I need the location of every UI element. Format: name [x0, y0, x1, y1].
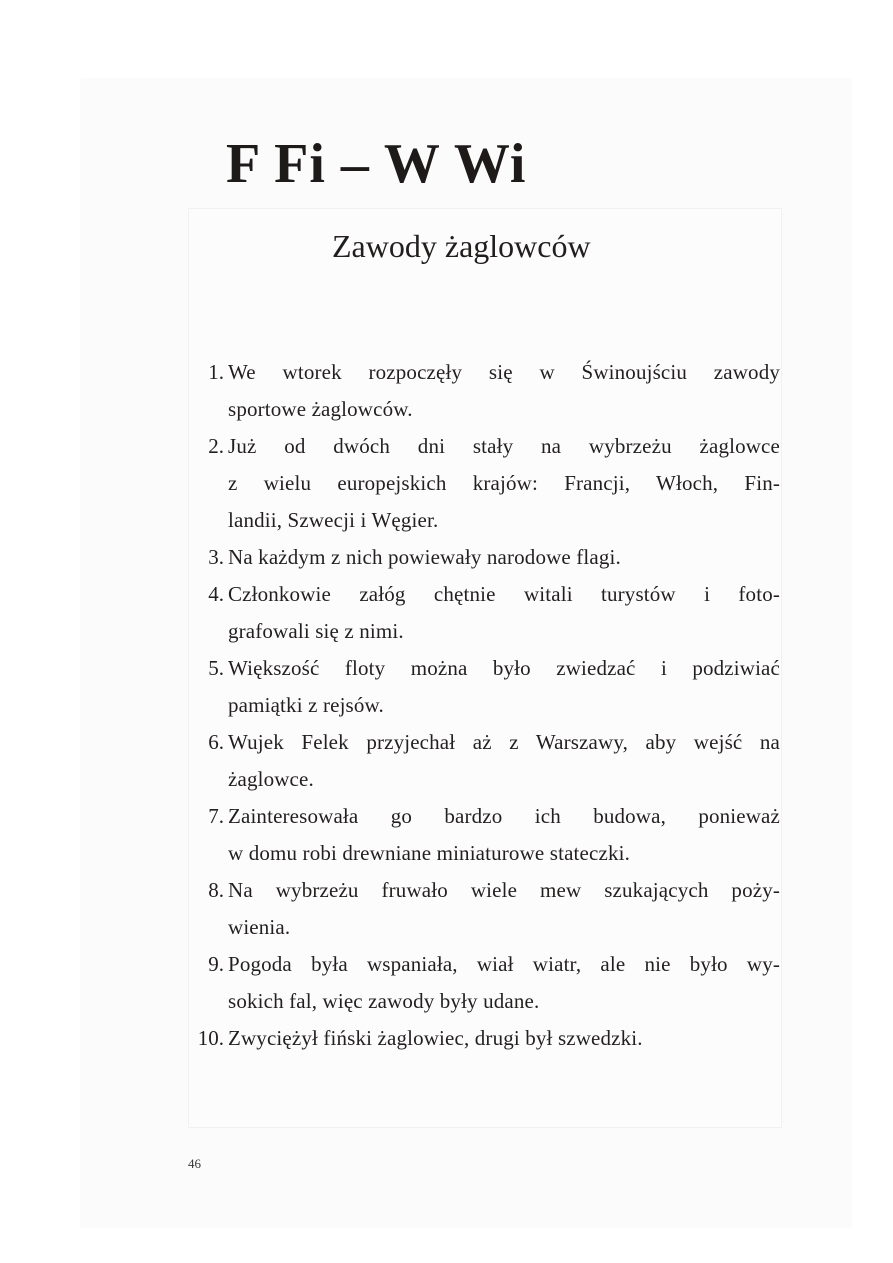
- list-item: [180, 539, 780, 576]
- item-number: 5.: [208, 656, 224, 680]
- item-number: 7.: [208, 804, 224, 828]
- item-line: Pogoda była wspaniała, wiał wiatr, ale nie było wy-: [228, 952, 780, 976]
- item-line: Większość floty można było zwiedzać i podziwiać: [228, 656, 780, 680]
- list-item: [180, 946, 780, 1020]
- item-line: Na każdym z nich powiewały narodowe flagi.: [228, 545, 621, 569]
- item-line: wienia.: [228, 915, 291, 939]
- item-number: 2.: [208, 434, 224, 458]
- item-number: 10.: [197, 1026, 224, 1050]
- item-line: w domu robi drewniane miniaturowe stateczki.: [228, 841, 630, 865]
- item-line: Już od dwóch dni stały na wybrzeżu żaglowce: [228, 434, 780, 458]
- item-number: 9.: [208, 952, 224, 976]
- item-line: Na wybrzeżu fruwało wiele mew szukających poży-: [228, 878, 780, 902]
- list-item: [180, 798, 780, 872]
- item-line: Zainteresowała go bardzo ich budowa, ponieważ: [228, 804, 780, 828]
- list-item: [180, 724, 780, 798]
- list-item: [180, 428, 780, 539]
- list-item: [180, 354, 780, 428]
- item-line: grafowali się z nimi.: [228, 619, 404, 643]
- item-line: Zwyciężył fiński żaglowiec, drugi był szwedzki.: [228, 1026, 643, 1050]
- item-line: landii, Szwecji i Węgier.: [228, 508, 439, 532]
- list-item: [180, 650, 780, 724]
- item-number: 1.: [208, 360, 224, 384]
- item-line: Członkowie załóg chętnie witali turystów i foto-: [228, 582, 780, 606]
- page-number: 46: [188, 1156, 201, 1171]
- page-subtitle: Zawody żaglowców: [332, 228, 591, 264]
- page-heading: F Fi – W Wi: [226, 133, 527, 195]
- item-number: 4.: [208, 582, 224, 606]
- item-number: 3.: [208, 545, 224, 569]
- list-item: [180, 576, 780, 650]
- sentence-list: [180, 354, 780, 1057]
- item-line: z wielu europejskich krajów: Francji, Włoch, Fin-: [228, 471, 780, 495]
- item-line: sokich fal, więc zawody były udane.: [228, 989, 540, 1013]
- item-number: 6.: [208, 730, 224, 754]
- item-line: We wtorek rozpoczęły się w Świnoujściu zawody: [228, 360, 780, 384]
- list-item: [180, 872, 780, 946]
- item-line: żaglowce.: [228, 767, 314, 791]
- list-item: [180, 1020, 780, 1057]
- item-line: Wujek Felek przyjechał aż z Warszawy, aby wejść na: [228, 730, 780, 754]
- item-line: pamiątki z rejsów.: [228, 693, 384, 717]
- item-number: 8.: [208, 878, 224, 902]
- item-line: sportowe żaglowców.: [228, 397, 413, 421]
